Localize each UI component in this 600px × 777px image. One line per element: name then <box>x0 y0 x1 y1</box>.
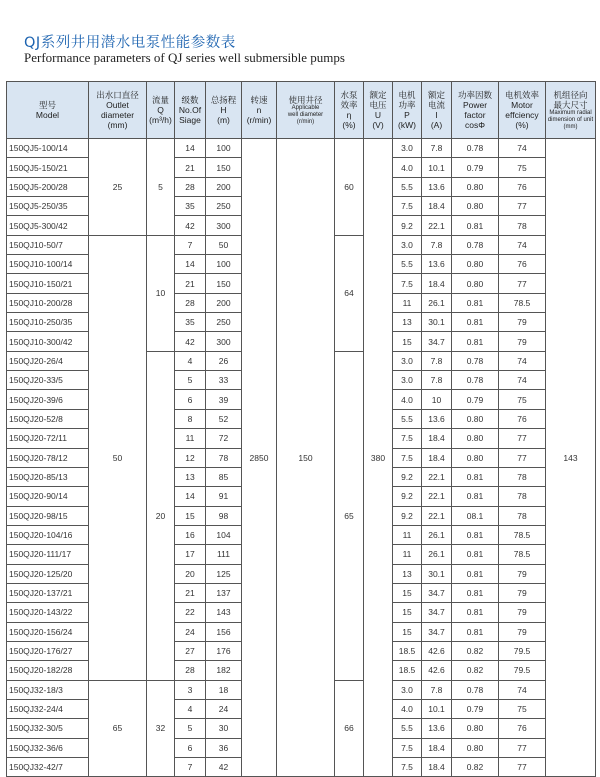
pump-efficiency-cell: 64 <box>335 235 364 351</box>
header-cell: 电机 功率 P (kW) <box>393 82 422 139</box>
current-cell: 42.6 <box>422 641 452 660</box>
current-cell: 22.1 <box>422 467 452 486</box>
stage-cell: 7 <box>175 235 206 254</box>
head-cell: 250 <box>206 313 242 332</box>
motor-efficiency-cell: 74 <box>499 235 546 254</box>
head-cell: 200 <box>206 293 242 312</box>
motor-power-cell: 18.5 <box>393 661 422 680</box>
power-factor-cell: 0.81 <box>452 216 499 235</box>
current-cell: 10.1 <box>422 158 452 177</box>
head-cell: 26 <box>206 351 242 370</box>
model-cell: 150QJ20-85/13 <box>7 467 89 486</box>
model-cell: 150QJ20-78/12 <box>7 448 89 467</box>
current-cell: 34.7 <box>422 583 452 602</box>
model-cell: 150QJ20-156/24 <box>7 622 89 641</box>
stage-cell: 16 <box>175 525 206 544</box>
motor-efficiency-cell: 75 <box>499 158 546 177</box>
motor-power-cell: 3.0 <box>393 351 422 370</box>
motor-efficiency-cell: 78 <box>499 216 546 235</box>
stage-cell: 22 <box>175 603 206 622</box>
current-cell: 22.1 <box>422 506 452 525</box>
power-factor-cell: 0.81 <box>452 332 499 351</box>
head-cell: 200 <box>206 177 242 196</box>
motor-power-cell: 3.0 <box>393 371 422 390</box>
current-cell: 7.8 <box>422 351 452 370</box>
motor-efficiency-cell: 79 <box>499 564 546 583</box>
stage-cell: 6 <box>175 390 206 409</box>
model-cell: 150QJ10-300/42 <box>7 332 89 351</box>
power-factor-cell: 0.81 <box>452 467 499 486</box>
model-cell: 150QJ32-30/5 <box>7 719 89 738</box>
motor-efficiency-cell: 76 <box>499 409 546 428</box>
head-cell: 30 <box>206 719 242 738</box>
motor-power-cell: 11 <box>393 525 422 544</box>
motor-power-cell: 7.5 <box>393 197 422 216</box>
head-cell: 156 <box>206 622 242 641</box>
motor-power-cell: 15 <box>393 583 422 602</box>
head-cell: 52 <box>206 409 242 428</box>
header-cell: 功率因数 Power factor cosΦ <box>452 82 499 139</box>
model-cell: 150QJ32-18/3 <box>7 680 89 699</box>
power-factor-cell: 0.81 <box>452 583 499 602</box>
flow-cell: 10 <box>147 235 175 351</box>
motor-efficiency-cell: 79 <box>499 332 546 351</box>
motor-efficiency-cell: 78 <box>499 506 546 525</box>
stage-cell: 42 <box>175 332 206 351</box>
head-cell: 182 <box>206 661 242 680</box>
motor-efficiency-cell: 76 <box>499 177 546 196</box>
current-cell: 22.1 <box>422 487 452 506</box>
power-factor-cell: 0.80 <box>452 429 499 448</box>
table-header-row <box>7 82 596 139</box>
power-factor-cell: 0.81 <box>452 564 499 583</box>
stage-cell: 35 <box>175 197 206 216</box>
stage-cell: 13 <box>175 467 206 486</box>
model-cell: 150QJ20-137/21 <box>7 583 89 602</box>
power-factor-cell: 0.78 <box>452 680 499 699</box>
model-cell: 150QJ32-42/7 <box>7 758 89 777</box>
model-cell: 150QJ20-52/8 <box>7 409 89 428</box>
motor-power-cell: 3.0 <box>393 680 422 699</box>
model-cell: 150QJ5-200/28 <box>7 177 89 196</box>
power-factor-cell: 0.81 <box>452 525 499 544</box>
head-cell: 250 <box>206 197 242 216</box>
stage-cell: 28 <box>175 177 206 196</box>
flow-cell: 32 <box>147 680 175 777</box>
header-cell: 流量 Q (m³/h) <box>147 82 175 139</box>
head-cell: 39 <box>206 390 242 409</box>
pump-efficiency-cell: 66 <box>335 680 364 777</box>
power-factor-cell: 0.81 <box>452 487 499 506</box>
motor-power-cell: 5.5 <box>393 177 422 196</box>
stage-cell: 21 <box>175 583 206 602</box>
current-cell: 18.4 <box>422 429 452 448</box>
performance-table <box>6 81 596 777</box>
power-factor-cell: 0.80 <box>452 177 499 196</box>
model-cell: 150QJ20-104/16 <box>7 525 89 544</box>
stage-cell: 35 <box>175 313 206 332</box>
motor-efficiency-cell: 78.5 <box>499 293 546 312</box>
model-cell: 150QJ5-150/21 <box>7 158 89 177</box>
model-cell: 150QJ32-24/4 <box>7 699 89 718</box>
current-cell: 7.8 <box>422 235 452 254</box>
motor-efficiency-cell: 74 <box>499 351 546 370</box>
header-cell: 型号 Model <box>7 82 89 139</box>
power-factor-cell: 0.80 <box>452 274 499 293</box>
power-factor-cell: 0.79 <box>452 158 499 177</box>
motor-power-cell: 11 <box>393 545 422 564</box>
header-cell: 出水口直径 Outlet diameter (mm) <box>89 82 147 139</box>
current-cell: 18.4 <box>422 738 452 757</box>
model-cell: 150QJ20-176/27 <box>7 641 89 660</box>
motor-efficiency-cell: 75 <box>499 390 546 409</box>
motor-power-cell: 15 <box>393 332 422 351</box>
head-cell: 104 <box>206 525 242 544</box>
power-factor-cell: 0.82 <box>452 641 499 660</box>
head-cell: 176 <box>206 641 242 660</box>
voltage-cell: 380 <box>364 139 393 777</box>
motor-power-cell: 3.0 <box>393 235 422 254</box>
power-factor-cell: 08.1 <box>452 506 499 525</box>
motor-power-cell: 5.5 <box>393 255 422 274</box>
motor-efficiency-cell: 78.5 <box>499 545 546 564</box>
page-title-english: Performance parameters of QJ series well submersible pumps <box>24 50 345 65</box>
current-cell: 18.4 <box>422 448 452 467</box>
header-cell: 转速 n (r/min) <box>242 82 277 139</box>
power-factor-cell: 0.81 <box>452 293 499 312</box>
model-cell: 150QJ20-90/14 <box>7 487 89 506</box>
motor-power-cell: 9.2 <box>393 467 422 486</box>
current-cell: 10 <box>422 390 452 409</box>
power-factor-cell: 0.82 <box>452 661 499 680</box>
motor-power-cell: 9.2 <box>393 506 422 525</box>
power-factor-cell: 0.78 <box>452 371 499 390</box>
head-cell: 36 <box>206 738 242 757</box>
motor-efficiency-cell: 77 <box>499 274 546 293</box>
model-cell: 150QJ20-33/5 <box>7 371 89 390</box>
current-cell: 13.6 <box>422 719 452 738</box>
current-cell: 7.8 <box>422 139 452 158</box>
model-cell: 150QJ10-100/14 <box>7 255 89 274</box>
head-cell: 150 <box>206 158 242 177</box>
stage-cell: 8 <box>175 409 206 428</box>
model-cell: 150QJ20-125/20 <box>7 564 89 583</box>
motor-power-cell: 7.5 <box>393 758 422 777</box>
header-cell: 水泵 效率 η (%) <box>335 82 364 139</box>
motor-power-cell: 7.5 <box>393 429 422 448</box>
model-cell: 150QJ20-143/22 <box>7 603 89 622</box>
head-cell: 300 <box>206 216 242 235</box>
motor-power-cell: 13 <box>393 564 422 583</box>
power-factor-cell: 0.78 <box>452 139 499 158</box>
model-cell: 150QJ20-26/4 <box>7 351 89 370</box>
head-cell: 137 <box>206 583 242 602</box>
head-cell: 85 <box>206 467 242 486</box>
model-cell: 150QJ5-300/42 <box>7 216 89 235</box>
motor-efficiency-cell: 77 <box>499 758 546 777</box>
current-cell: 26.1 <box>422 545 452 564</box>
stage-cell: 4 <box>175 699 206 718</box>
current-cell: 42.6 <box>422 661 452 680</box>
current-cell: 34.7 <box>422 622 452 641</box>
stage-cell: 14 <box>175 255 206 274</box>
head-cell: 300 <box>206 332 242 351</box>
motor-efficiency-cell: 78 <box>499 467 546 486</box>
head-cell: 100 <box>206 139 242 158</box>
head-cell: 50 <box>206 235 242 254</box>
power-factor-cell: 0.81 <box>452 313 499 332</box>
current-cell: 22.1 <box>422 216 452 235</box>
motor-efficiency-cell: 78 <box>499 487 546 506</box>
motor-efficiency-cell: 76 <box>499 719 546 738</box>
motor-efficiency-cell: 79 <box>499 622 546 641</box>
head-cell: 150 <box>206 274 242 293</box>
power-factor-cell: 0.80 <box>452 409 499 428</box>
motor-power-cell: 5.5 <box>393 719 422 738</box>
stage-cell: 14 <box>175 487 206 506</box>
stage-cell: 12 <box>175 448 206 467</box>
motor-efficiency-cell: 77 <box>499 448 546 467</box>
current-cell: 30.1 <box>422 564 452 583</box>
motor-efficiency-cell: 79 <box>499 603 546 622</box>
head-cell: 143 <box>206 603 242 622</box>
stage-cell: 21 <box>175 274 206 293</box>
current-cell: 34.7 <box>422 603 452 622</box>
current-cell: 10.1 <box>422 699 452 718</box>
header-cell: 电机效率 Motor effciency (%) <box>499 82 546 139</box>
stage-cell: 5 <box>175 371 206 390</box>
motor-power-cell: 5.5 <box>393 409 422 428</box>
stage-cell: 17 <box>175 545 206 564</box>
power-factor-cell: 0.80 <box>452 719 499 738</box>
model-cell: 150QJ20-39/6 <box>7 390 89 409</box>
current-cell: 18.4 <box>422 197 452 216</box>
current-cell: 13.6 <box>422 177 452 196</box>
motor-power-cell: 7.5 <box>393 274 422 293</box>
stage-cell: 42 <box>175 216 206 235</box>
header-cell: 总扬程 H (m) <box>206 82 242 139</box>
motor-power-cell: 9.2 <box>393 216 422 235</box>
head-cell: 24 <box>206 699 242 718</box>
header-cell: 使用井径 Applicable well diameter (r/min) <box>277 82 335 139</box>
power-factor-cell: 0.82 <box>452 758 499 777</box>
motor-power-cell: 7.5 <box>393 448 422 467</box>
page-title-chinese: QJ系列井用潜水电泵性能参数表 <box>24 35 236 51</box>
model-cell: 150QJ20-182/28 <box>7 661 89 680</box>
head-cell: 98 <box>206 506 242 525</box>
head-cell: 125 <box>206 564 242 583</box>
current-cell: 26.1 <box>422 293 452 312</box>
model-cell: 150QJ20-98/15 <box>7 506 89 525</box>
motor-efficiency-cell: 74 <box>499 680 546 699</box>
flow-cell: 5 <box>147 139 175 236</box>
model-cell: 150QJ10-250/35 <box>7 313 89 332</box>
stage-cell: 24 <box>175 622 206 641</box>
outlet-diameter-cell: 65 <box>89 680 147 777</box>
stage-cell: 15 <box>175 506 206 525</box>
power-factor-cell: 0.78 <box>452 351 499 370</box>
motor-efficiency-cell: 79.5 <box>499 661 546 680</box>
header-cell: 额定 电流 I (A) <box>422 82 452 139</box>
current-cell: 7.8 <box>422 680 452 699</box>
current-cell: 30.1 <box>422 313 452 332</box>
pump-efficiency-cell: 60 <box>335 139 364 236</box>
stage-cell: 4 <box>175 351 206 370</box>
head-cell: 111 <box>206 545 242 564</box>
stage-cell: 5 <box>175 719 206 738</box>
stage-cell: 3 <box>175 680 206 699</box>
stage-cell: 7 <box>175 758 206 777</box>
stage-cell: 21 <box>175 158 206 177</box>
motor-efficiency-cell: 77 <box>499 197 546 216</box>
motor-power-cell: 9.2 <box>393 487 422 506</box>
motor-power-cell: 15 <box>393 603 422 622</box>
stage-cell: 20 <box>175 564 206 583</box>
header-cell: 级数 No.Of Siage <box>175 82 206 139</box>
outlet-diameter-cell: 50 <box>89 235 147 680</box>
motor-power-cell: 15 <box>393 622 422 641</box>
head-cell: 18 <box>206 680 242 699</box>
power-factor-cell: 0.81 <box>452 545 499 564</box>
speed-cell: 2850 <box>242 139 277 777</box>
power-factor-cell: 0.80 <box>452 197 499 216</box>
power-factor-cell: 0.81 <box>452 603 499 622</box>
power-factor-cell: 0.80 <box>452 255 499 274</box>
model-cell: 150QJ20-111/17 <box>7 545 89 564</box>
table-row <box>7 139 596 158</box>
model-cell: 150QJ10-150/21 <box>7 274 89 293</box>
model-cell: 150QJ5-250/35 <box>7 197 89 216</box>
flow-cell: 20 <box>147 351 175 680</box>
motor-power-cell: 3.0 <box>393 139 422 158</box>
current-cell: 13.6 <box>422 255 452 274</box>
power-factor-cell: 0.79 <box>452 390 499 409</box>
motor-power-cell: 4.0 <box>393 699 422 718</box>
model-cell: 150QJ5-100/14 <box>7 139 89 158</box>
head-cell: 72 <box>206 429 242 448</box>
model-cell: 150QJ10-50/7 <box>7 235 89 254</box>
power-factor-cell: 0.79 <box>452 699 499 718</box>
motor-power-cell: 13 <box>393 313 422 332</box>
power-factor-cell: 0.80 <box>452 448 499 467</box>
well-diameter-cell: 150 <box>277 139 335 777</box>
current-cell: 13.6 <box>422 409 452 428</box>
motor-efficiency-cell: 77 <box>499 429 546 448</box>
pump-efficiency-cell: 65 <box>335 351 364 680</box>
current-cell: 7.8 <box>422 371 452 390</box>
motor-efficiency-cell: 75 <box>499 699 546 718</box>
head-cell: 33 <box>206 371 242 390</box>
stage-cell: 28 <box>175 293 206 312</box>
power-factor-cell: 0.80 <box>452 738 499 757</box>
motor-power-cell: 11 <box>393 293 422 312</box>
motor-efficiency-cell: 74 <box>499 371 546 390</box>
head-cell: 91 <box>206 487 242 506</box>
head-cell: 42 <box>206 758 242 777</box>
motor-efficiency-cell: 77 <box>499 738 546 757</box>
motor-efficiency-cell: 76 <box>499 255 546 274</box>
motor-power-cell: 4.0 <box>393 158 422 177</box>
motor-efficiency-cell: 74 <box>499 139 546 158</box>
max-dimension-cell: 143 <box>546 139 596 777</box>
stage-cell: 27 <box>175 641 206 660</box>
head-cell: 78 <box>206 448 242 467</box>
model-cell: 150QJ32-36/6 <box>7 738 89 757</box>
current-cell: 18.4 <box>422 758 452 777</box>
motor-efficiency-cell: 78.5 <box>499 525 546 544</box>
stage-cell: 6 <box>175 738 206 757</box>
stage-cell: 28 <box>175 661 206 680</box>
head-cell: 100 <box>206 255 242 274</box>
motor-power-cell: 18.5 <box>393 641 422 660</box>
stage-cell: 14 <box>175 139 206 158</box>
motor-efficiency-cell: 79.5 <box>499 641 546 660</box>
motor-efficiency-cell: 79 <box>499 313 546 332</box>
header-cell: 额定 电压 U (V) <box>364 82 393 139</box>
stage-cell: 11 <box>175 429 206 448</box>
motor-efficiency-cell: 79 <box>499 583 546 602</box>
model-cell: 150QJ10-200/28 <box>7 293 89 312</box>
header-cell: 机组径向 最大尺寸 Maximum radial dimension of unit (mm) <box>546 82 596 139</box>
current-cell: 26.1 <box>422 525 452 544</box>
model-cell: 150QJ20-72/11 <box>7 429 89 448</box>
motor-power-cell: 7.5 <box>393 738 422 757</box>
current-cell: 34.7 <box>422 332 452 351</box>
power-factor-cell: 0.78 <box>452 235 499 254</box>
motor-power-cell: 4.0 <box>393 390 422 409</box>
current-cell: 18.4 <box>422 274 452 293</box>
power-factor-cell: 0.81 <box>452 622 499 641</box>
outlet-diameter-cell: 25 <box>89 139 147 236</box>
